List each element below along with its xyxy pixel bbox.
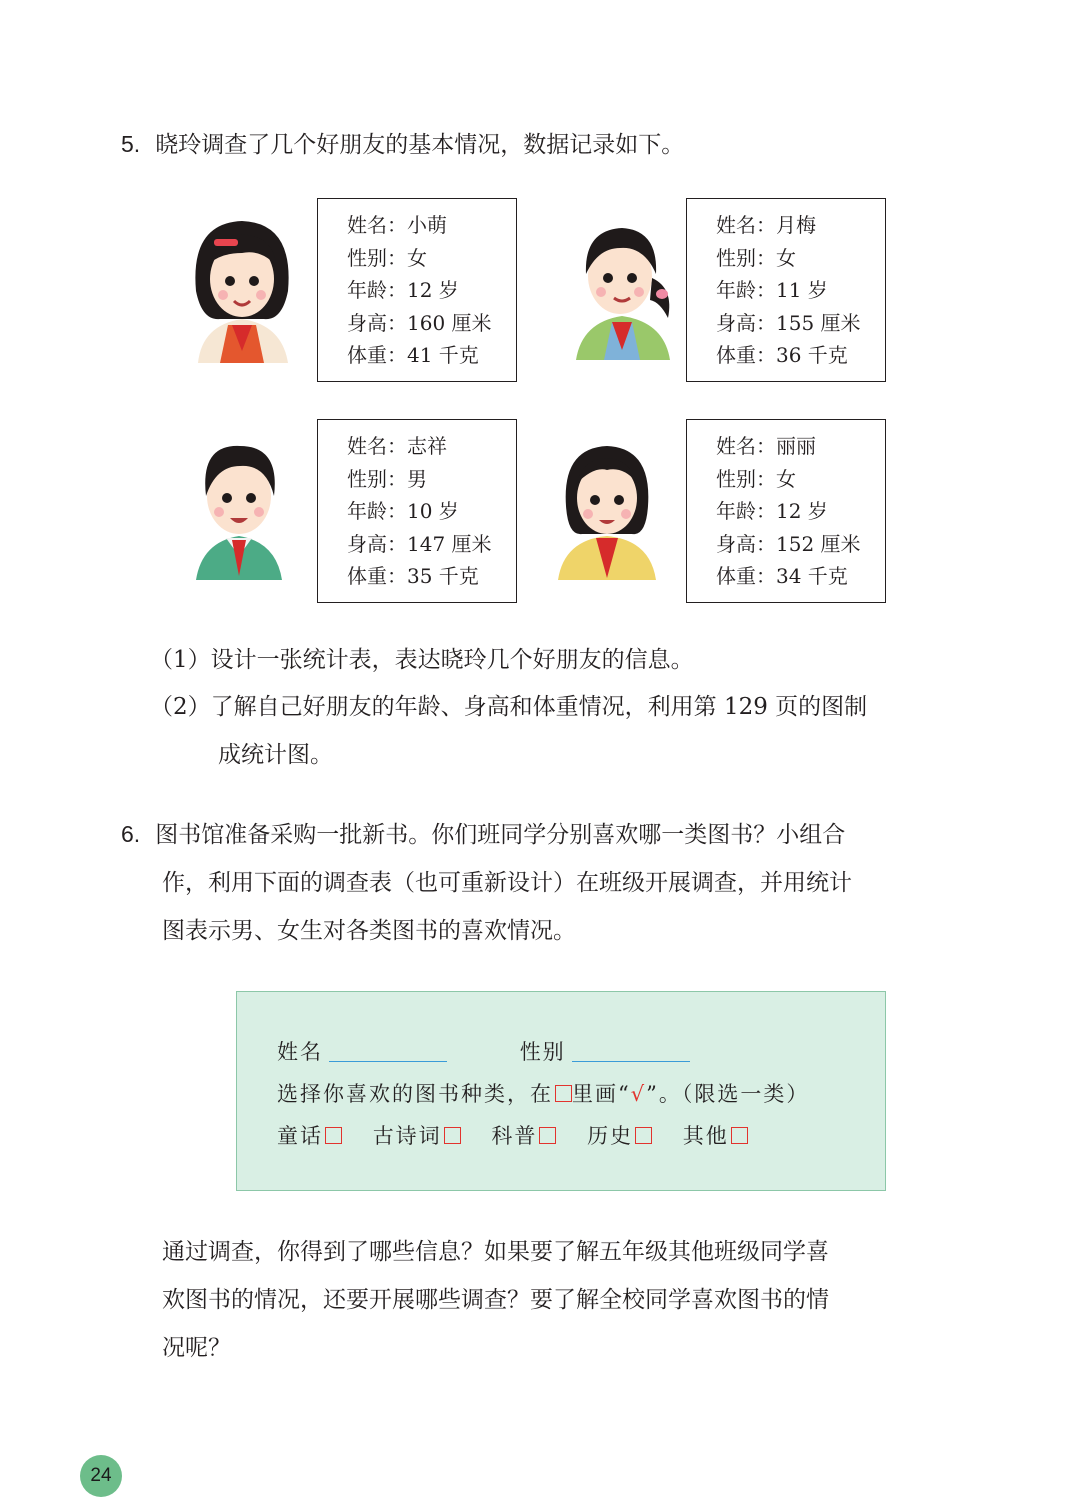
friend-name: 姓名：月梅 [716,213,816,237]
gender-field[interactable] [572,1041,690,1062]
sub-question-1 [150,636,694,684]
friend-gender: 性别：女 [347,245,427,270]
survey-category-row [277,1120,748,1150]
fairy-tale-checkbox[interactable] [325,1127,342,1144]
friend-age: 年龄：11 岁 [716,278,828,302]
friend-height: 身高：147 厘米 [347,531,492,556]
page-number-badge: 24 [80,1455,122,1497]
sub-question-text: 设计一张统计表，表达晓玲几个好朋友的信息。 [210,647,694,673]
history-checkbox[interactable] [635,1127,652,1144]
question-6 [121,811,845,859]
friend-age: 年龄：10 岁 [347,499,459,523]
instruction-text: 里画“ [572,1082,631,1106]
instruction-text: 选择你喜欢的图书种类，在 [277,1082,553,1106]
girl-xiaomeng-illustration [190,213,294,363]
followup-line2: 欢图书的情况，还要开展哪些调查？要了解全校同学喜欢图书的情 [162,1287,829,1313]
category-fairy-tale: 童话 [277,1124,342,1148]
friend-age: 年龄：12 岁 [716,499,828,523]
friend-height: 身高：160 厘米 [347,310,492,335]
check-mark-icon: √ [630,1082,647,1106]
sub-question-2-continued: 成统计图。 [218,742,333,768]
question-text-line3: 图表示男、女生对各类图书的喜欢情况。 [162,918,576,944]
friend-card-zhixiang [317,419,517,603]
checkbox-sample [555,1085,572,1102]
friend-gender: 性别：男 [347,466,427,491]
question-text: 晓玲调查了几个好朋友的基本情况，数据记录如下。 [155,132,685,158]
survey-form [236,991,886,1191]
friend-gender: 性别：女 [716,466,796,491]
question-number: 5. [121,131,141,157]
friend-age: 年龄：12 岁 [347,278,459,302]
question-text-line2: 作，利用下面的调查表（也可重新设计）在班级开展调查，并用统计 [162,870,852,896]
friend-card-lili [686,419,886,603]
name-label: 姓名 [277,1040,323,1064]
other-checkbox[interactable] [731,1127,748,1144]
friend-card-yuemei [686,198,886,382]
category-history: 历史 [587,1124,652,1148]
friend-name: 姓名：志祥 [347,434,447,458]
sub-question-2 [150,683,867,731]
friend-weight: 体重：35 千克 [347,564,479,588]
friend-weight: 体重：41 千克 [347,343,479,367]
followup-line3: 况呢？ [162,1335,231,1361]
sub-question-label: （1） [150,647,211,673]
question-5 [121,121,684,169]
friend-name: 姓名：小萌 [347,213,447,237]
friend-name: 姓名：丽丽 [716,434,816,458]
category-other: 其他 [683,1124,748,1148]
boy-zhixiang-illustration [194,440,284,580]
followup-line1: 通过调查，你得到了哪些信息？如果要了解五年级其他班级同学喜 [162,1239,829,1265]
science-checkbox[interactable] [539,1127,556,1144]
question-number: 6. [121,821,141,847]
gender-label: 性别 [519,1040,566,1064]
category-ancient-poetry: 古诗词 [373,1124,461,1148]
category-science: 科普 [491,1124,556,1148]
instruction-text: ”。（限选一类） [646,1082,810,1106]
friend-card-xiaomeng [317,198,517,382]
friend-height: 身高：155 厘米 [716,310,861,335]
ancient-poetry-checkbox[interactable] [444,1127,461,1144]
survey-name-gender-row [277,1036,690,1066]
name-field[interactable] [329,1041,447,1062]
girl-lili-illustration [554,440,660,580]
friend-weight: 体重：34 千克 [716,564,848,588]
survey-instruction [277,1078,809,1108]
friend-gender: 性别：女 [716,245,796,270]
girl-yuemei-illustration [570,218,676,360]
sub-question-label: （2） [150,694,211,720]
question-text-line1: 图书馆准备采购一批新书。你们班同学分别喜欢哪一类图书？小组合 [155,822,846,848]
friend-weight: 体重：36 千克 [716,343,848,367]
friend-height: 身高：152 厘米 [716,531,861,556]
sub-question-text: 了解自己好朋友的年龄、身高和体重情况，利用第 129 页的图制 [210,694,868,720]
